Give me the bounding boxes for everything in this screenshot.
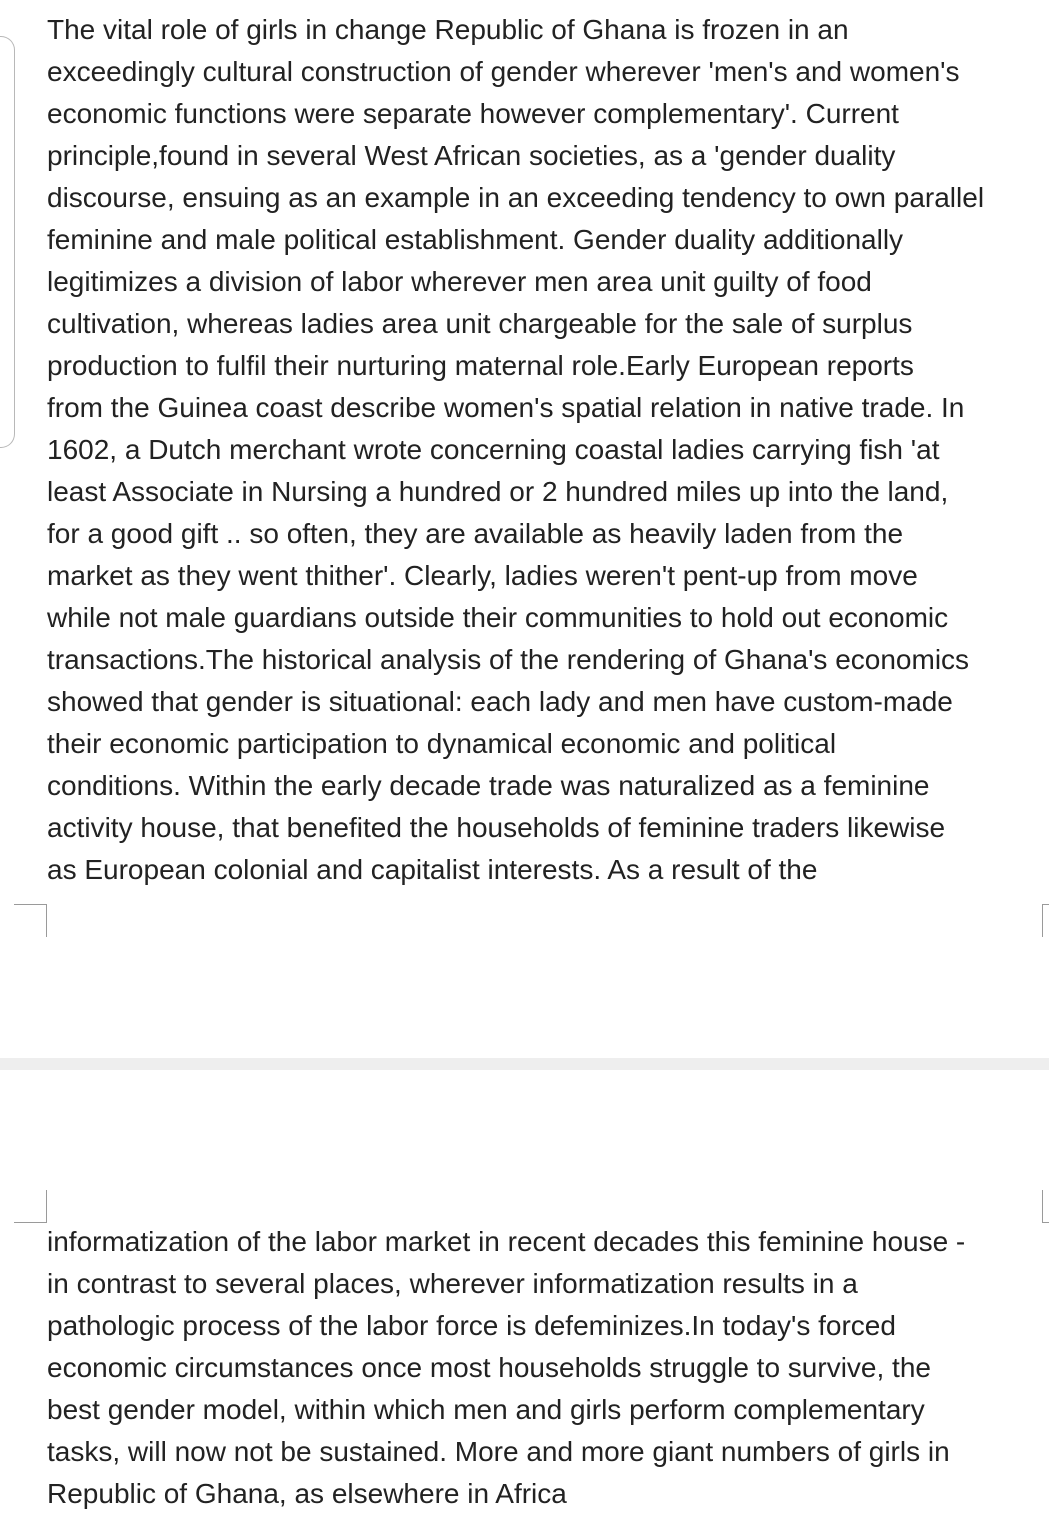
text-line: economic circumstances once most households struggle to survive, the — [47, 1352, 931, 1383]
text-line: activity house, that benefited the households of feminine traders likewise — [47, 812, 946, 843]
text-line: Republic of Ghana, as elsewhere in Africa — [47, 1478, 567, 1509]
document-page-2 — [0, 1070, 1049, 1523]
page-separator — [0, 1058, 1049, 1070]
text-line: while not male guardians outside their communities to hold out economic — [47, 602, 949, 633]
text-line: as European colonial and capitalist interests. As a result of the — [47, 854, 818, 885]
text-line: least Associate in Nursing a hundred or 2 hundred miles up into the land, — [47, 476, 949, 507]
text-line: from the Guinea coast describe women's spatial relation in native trade. In — [47, 392, 965, 423]
text-line: principle,found in several West African societies, as a 'gender duality — [47, 140, 896, 171]
margin-corner-mark — [1042, 1190, 1049, 1223]
text-line: cultivation, whereas ladies area unit chargeable for the sale of surplus — [47, 308, 913, 339]
scroll-handle[interactable] — [0, 36, 15, 448]
page-2-text — [47, 1221, 1042, 1515]
text-line: showed that gender is situational: each lady and men have custom-made — [47, 686, 953, 717]
text-line: informatization of the labor market in recent decades this feminine house - — [47, 1226, 966, 1257]
margin-corner-mark — [14, 904, 47, 937]
margin-corner-mark — [14, 1190, 47, 1223]
text-line: pathologic process of the labor force is defeminizes.In today's forced — [47, 1310, 896, 1341]
text-line: feminine and male political establishment. Gender duality additionally — [47, 224, 904, 255]
text-line: transactions.The historical analysis of the rendering of Ghana's economics — [47, 644, 970, 675]
text-line: exceedingly cultural construction of gender wherever 'men's and women's — [47, 56, 960, 87]
text-line: best gender model, within which men and girls perform complementary — [47, 1394, 925, 1425]
text-line: conditions. Within the early decade trade was naturalized as a feminine — [47, 770, 930, 801]
page-1-text — [47, 9, 1042, 891]
text-line: production to fulfil their nurturing maternal role.Early European reports — [47, 350, 914, 381]
text-line: in contrast to several places, wherever informatization results in a — [47, 1268, 858, 1299]
text-line: market as they went thither'. Clearly, ladies weren't pent-up from move — [47, 560, 918, 591]
margin-corner-mark — [1042, 904, 1049, 937]
text-line: economic functions were separate however complementary'. Current — [47, 98, 899, 129]
text-line: their economic participation to dynamical economic and political — [47, 728, 837, 759]
text-line: legitimizes a division of labor wherever men area unit guilty of food — [47, 266, 872, 297]
text-line: discourse, ensuing as an example in an exceeding tendency to own parallel — [47, 182, 985, 213]
text-line: The vital role of girls in change Republic of Ghana is frozen in an — [47, 14, 849, 45]
text-line: 1602, a Dutch merchant wrote concerning coastal ladies carrying fish 'at — [47, 434, 940, 465]
text-line: tasks, will now not be sustained. More and more giant numbers of girls in — [47, 1436, 950, 1467]
text-line: for a good gift .. so often, they are available as heavily laden from the — [47, 518, 904, 549]
